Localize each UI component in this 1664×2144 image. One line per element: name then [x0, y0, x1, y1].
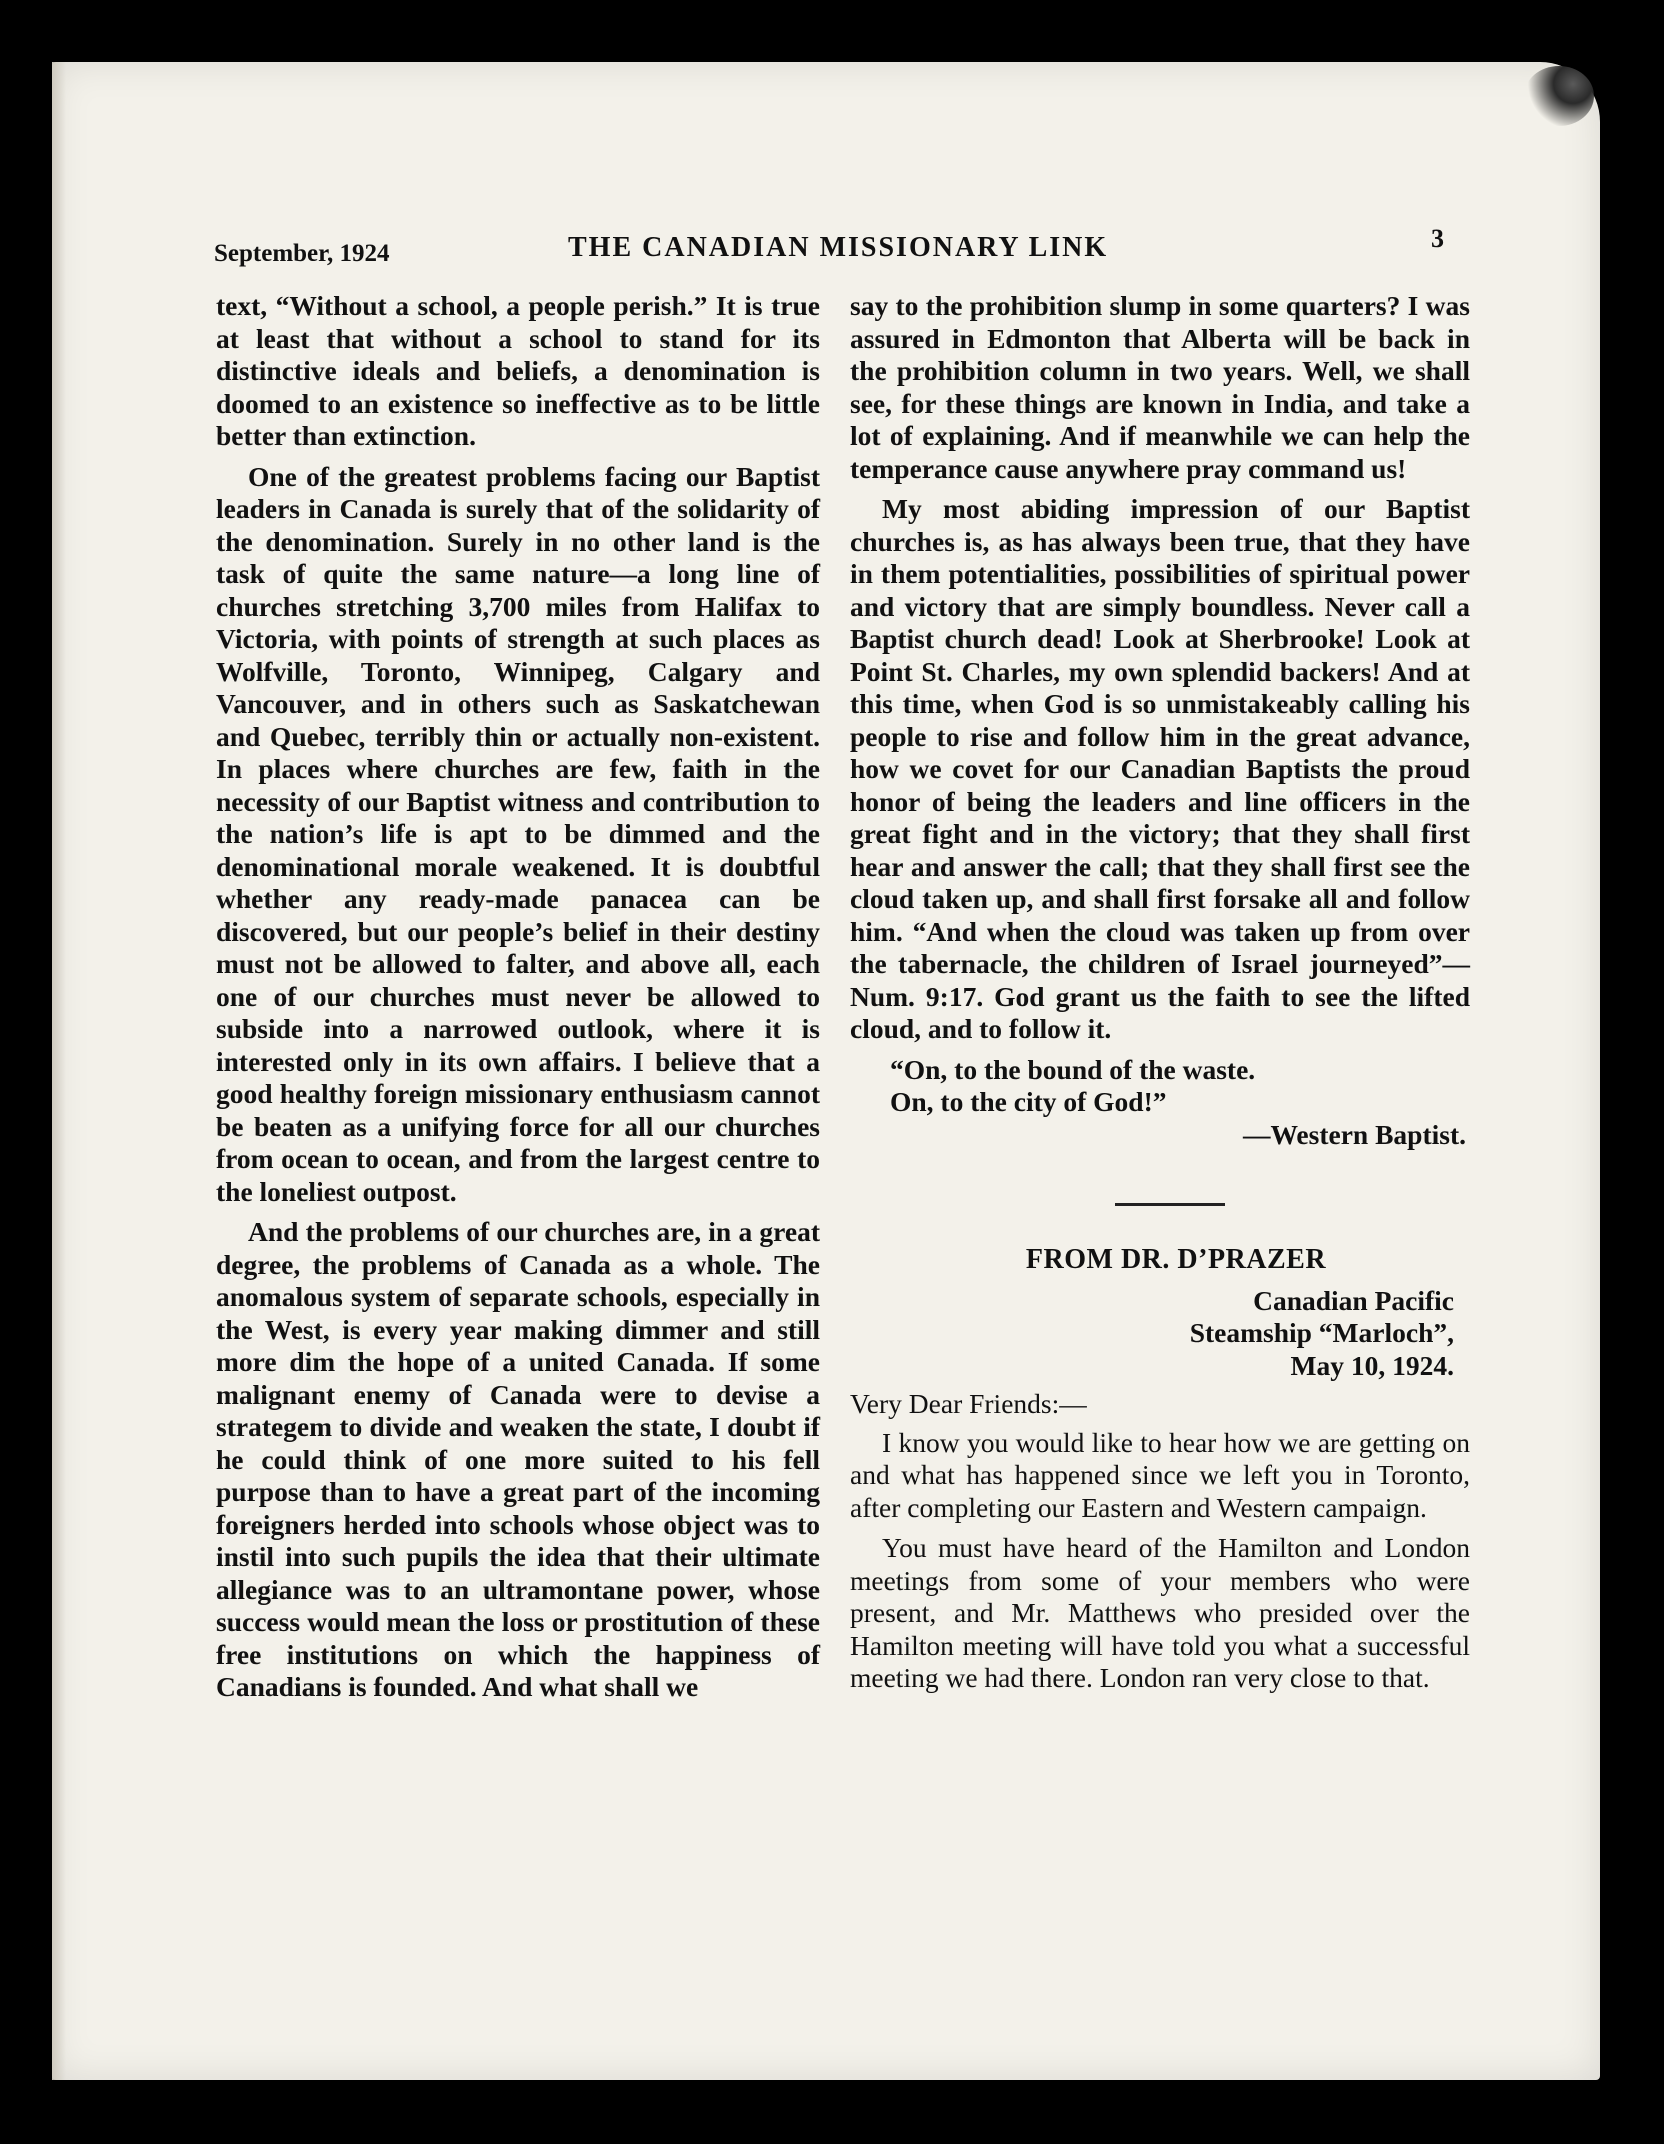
paragraph: text, “Without a school, a people perish.” It is true at least that without a school to stand for its distinctive ideals and beliefs, a denomination is doomed to an existence so ineffective as to be little better than extinction. — [216, 290, 820, 451]
paragraph: My most abiding impression of our Baptist churches is, as has always been true, that they have in them potentialities, possibilities of spiritual power and victory that are simply boundless. Never call a Baptist church dead! Look at Sherbrooke! Look at Point St. Charles, my own splendid backers! And at this time, when God is so unmistakeably calling his people to rise and follow him in the great advance, how we covet for our Canadian Baptists the proud honor of being the leaders and line officers in the great fight and in the victory; that they shall first hear and answer the call; that they shall first see the cloud taken up, and shall first forsake all and follow him. “And when the cloud was taken up from over the tabernacle, the children of Israel journeyed”—Num. 9:17. God grant us the faith to see the lifted cloud, and to follow it. — [850, 493, 1470, 1044]
quote-line: “On, to the bound of the waste. — [890, 1053, 1256, 1085]
section-divider — [1115, 1203, 1225, 1206]
quote-line: On, to the city of God!” — [890, 1086, 1167, 1117]
page-number: 3 — [1431, 224, 1444, 253]
paragraph: And the problems of our churches are, in a great degree, the problems of Canada as a whole. The anomalous system of separate schools, especially in the West, is every year making dimmer and still more dim the hope of a united Canada. If some malignant enemy of Canada were to devise a strategem to divide and weaken the state, I doubt if he could think of one more suited to his fell purpose than to have a great part of the incoming foreigners herded into schools whose object was to instil into such pupils the idea that their ultimate allegiance was to an ultramontane power, whose success would mean the loss or prostitution of these free institutions on which the happiness of Canadians is founded. And what shall we — [216, 1216, 820, 1702]
letter-date: May 10, 1924. — [1290, 1349, 1454, 1381]
journal-title: THE CANADIAN MISSIONARY LINK — [568, 232, 1109, 263]
address-line: Steamship “Marloch”, — [1189, 1317, 1454, 1348]
letter-body — [850, 1388, 1470, 1695]
paragraph: One of the greatest problems facing our Baptist leaders in Canada is surely that of the solidarity of the denomination. Surely in no other land is the task of quite the same nature—a long line of churches stretching 3,700 miles from Halifax to Victoria, with points of strength at such places as Wolfville, Toronto, Winnipeg, Calgary and Vancouver, and in others such as Saskatchewan and Quebec, terribly thin or actually non-existent. In places where churches are few, faith in the necessity of our Baptist witness and contribution to the nation’s life is apt to be dimmed and the denominational morale weakened. It is doubtful whether any ready-made panacea can be discovered, but our people’s belief in their destiny must not be allowed to falter, and above all, each one of our churches must never be allowed to subside into a narrowed outlook, where it is interested only in its own affairs. I believe that a good healthy foreign missionary enthusiasm cannot be beaten as a unifying force for all our churches from ocean to ocean, and from the largest centre to the loneliest outpost. — [216, 460, 820, 1207]
paragraph: I know you would like to hear how we are getting on and what has happened since we left you in Toronto, after completing our Eastern and Western campaign. — [850, 1426, 1470, 1523]
paragraph: You must have heard of the Hamilton and London meetings from some of your members who were present, and Mr. Matthews who presided over the Hamilton meeting will have told you what a successful meeting we had there. London ran very close to that. — [850, 1532, 1470, 1693]
right-column — [850, 290, 1470, 1703]
page-fold-shadow — [52, 62, 66, 2080]
letter-heading: FROM DR. D’PRAZER — [1025, 1244, 1327, 1275]
letter-address — [850, 1285, 1470, 1383]
left-column — [216, 290, 820, 1712]
salutation: Very Dear Friends:— — [850, 1388, 1087, 1419]
issue-date: September, 1924 — [214, 240, 390, 267]
running-header — [214, 224, 1444, 272]
quote-attribution: —Western Baptist. — [1242, 1118, 1466, 1150]
page-corner-wear — [1524, 66, 1594, 126]
address-line: Canadian Pacific — [1253, 1284, 1454, 1316]
paragraph: say to the prohibition slump in some quarters? I was assured in Edmonton that Alberta will be back in the prohibition column in two years. Well, we shall see, for these things are known in India, and take a lot of explaining. And if meanwhile we can help the temperance cause anywhere pray command us! — [850, 290, 1470, 484]
verse-quote — [850, 1054, 1470, 1119]
